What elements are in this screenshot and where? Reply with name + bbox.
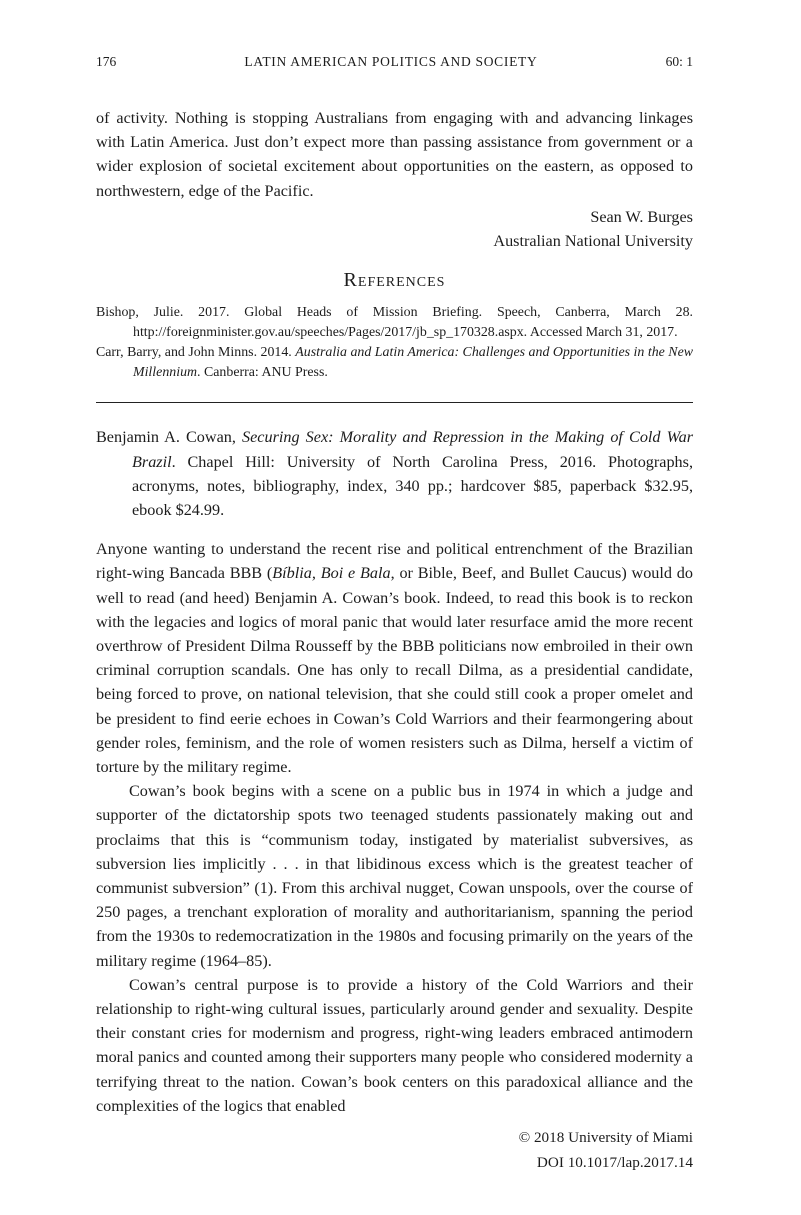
review-paragraph: Anyone wanting to understand the recent rise and political entrenchment of the Brazilian right-wing Bancada BBB (Bíblia, Boi e Bala, or Bible, Beef, and Bullet Caucus) would do well to read (and heed) Benjamin A. Cowan’s book. Indeed, to read this book is to reckon with the legacies and logics of moral panic that would later resurface amid the more recent overthrow of President Dilma Rousseff by the BBB politicians now embroiled in their own criminal corruption scandals. One has only to recall Dilma, as a presidential candidate, being forced to prove, on national television, that she could still cook a proper omelet and be president to find eerie echoes in Cowan’s Cold Warriors and their fearmongering about gender roles, feminism, and the role of women resisters such as Dilma, herself a victim of torture by the military regime. bbox=[96, 540, 693, 777]
review-paragraph: Cowan’s book begins with a scene on a public bus in 1974 in which a judge and supporter of the dictatorship spots two teenaged students passionately making out and proclaims that this is “communism today, instigated by materialist subversives, as subversion lies implicitly . . . in that libidinous excess which is the greatest teacher of communist subversion” (1). From this archival nugget, Cowan unspools, over the course of 250 pages, a trenchant exploration of morality and authoritarianism, spanning the period from the 1930s to redemocratization in the 1980s and focusing primarily on the years of the military regime (1964–85). bbox=[96, 782, 693, 970]
journal-title: LATIN AMERICAN POLITICS AND SOCIETY bbox=[244, 54, 538, 69]
section-divider bbox=[96, 402, 693, 403]
volume-issue: 60: 1 bbox=[665, 54, 693, 69]
imprint bbox=[96, 1126, 693, 1175]
doi-line: DOI 10.1017/lap.2017.14 bbox=[536, 1153, 693, 1171]
closing-paragraph: of activity. Nothing is stopping Australians from engaging with and advancing linkages with Latin America. Just don’t expect more than passing assistance from government or a wider explosion of societal excitement about opportunities on the eastern, as opposed to northwestern, edge of the Pacific. bbox=[96, 109, 693, 200]
reference-entry: Carr, Barry, and John Minns. 2014. Australia and Latin America: Challenges and Opportunities in the New Millennium. Canberra: ANU Press. bbox=[96, 344, 693, 380]
reference-entry: Bishop, Julie. 2017. Global Heads of Mission Briefing. Speech, Canberra, March 28. http://foreignminister.gov.au/speeches/Pages/2017/jb_sp_170328.aspx. Accessed March 31, 2017. bbox=[96, 305, 693, 341]
reviewer-affiliation: Australian National University bbox=[493, 232, 693, 251]
page-number: 176 bbox=[96, 54, 117, 69]
reviewer-name: Sean W. Burges bbox=[590, 207, 693, 226]
review-paragraph: Cowan’s central purpose is to provide a history of the Cold Warriors and their relationship to right-wing cultural issues, particularly around gender and sexuality. Despite their constant cries for modernism and progress, right-wing leaders embraced antimodern moral panics and counted among their supporters many people who considered modernity a terrifying threat to the nation. Cowan’s book centers on this paradoxical alliance and the complexities of the logics that enabled bbox=[96, 975, 693, 1115]
page-body bbox=[96, 106, 693, 1118]
copyright-line: © 2018 University of Miami bbox=[518, 1129, 693, 1147]
reference-list bbox=[96, 303, 693, 382]
running-head bbox=[96, 54, 693, 70]
reviewer-signature bbox=[96, 205, 693, 253]
references-heading: References bbox=[343, 269, 446, 292]
book-citation: Benjamin A. Cowan, Securing Sex: Morality and Repression in the Making of Cold War Brazil. Chapel Hill: University of North Carolina Press, 2016. Photographs, acronyms, notes, bibliography, index, 340 pp.; hardcover $85, paperback $32.95, ebook $24.99. bbox=[96, 428, 693, 520]
